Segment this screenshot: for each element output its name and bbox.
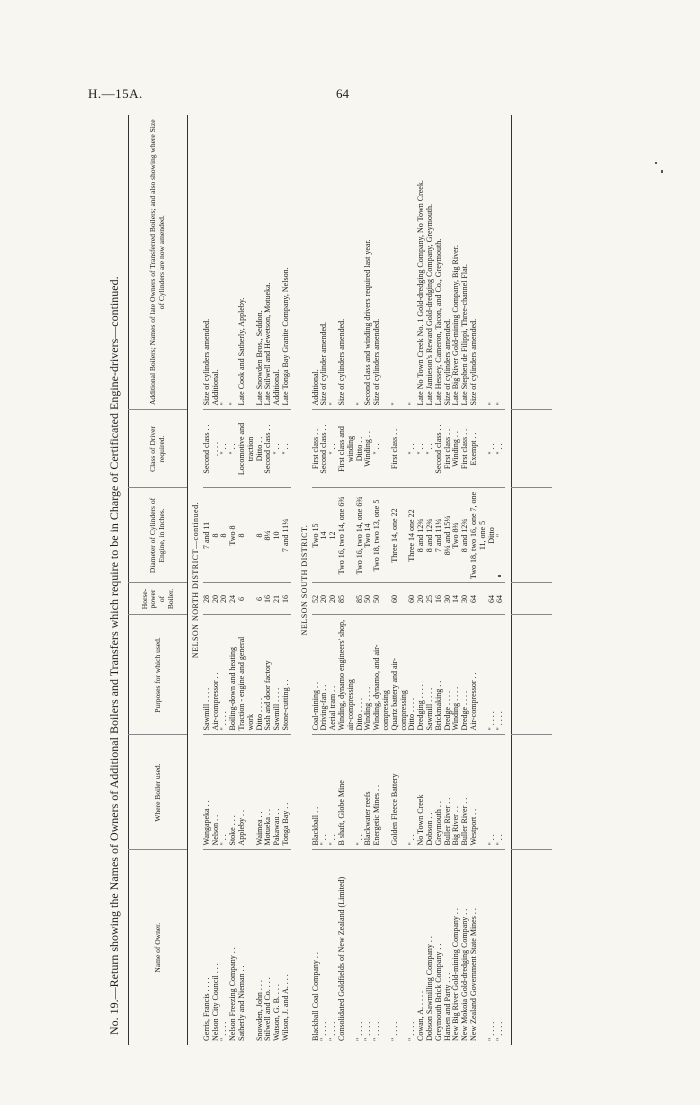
hp-cell: 20 bbox=[417, 583, 426, 615]
class-cell: First class . . bbox=[391, 410, 409, 488]
remarks-cell: Size of cylinders amended. bbox=[468, 318, 478, 406]
diameter-cell: 8 bbox=[238, 488, 256, 583]
diameter-cell: Two 14 bbox=[364, 488, 373, 583]
remarks-cell: " bbox=[228, 402, 238, 406]
purpose-cell: Driving-fan . . bbox=[320, 615, 329, 735]
hp-cell: 64 bbox=[470, 583, 488, 615]
class-cell: " . . bbox=[229, 410, 238, 488]
where-cell: Energetic Mines . . bbox=[373, 735, 391, 850]
table-row bbox=[220, 115, 229, 1045]
owner-cell: " . . . . bbox=[496, 850, 505, 1045]
remarks-cell: " bbox=[354, 402, 364, 406]
speck bbox=[661, 170, 663, 173]
owner-cell: Nelson Freezing Company . . bbox=[229, 850, 238, 1045]
table-row bbox=[256, 115, 265, 1045]
purpose-cell: Sawmill . . . . bbox=[426, 615, 435, 735]
remarks-cell: Late Big River Gold-mining Company, Big River. bbox=[451, 245, 461, 406]
remarks-cell: " bbox=[389, 402, 399, 406]
purpose-cell: Sash and door factory bbox=[264, 615, 273, 735]
col-remarks: Additional Boilers; Names of late Owners of Transferred Boilers; and also showing where Size of Cylinders are now amended. bbox=[129, 115, 188, 410]
purpose-cell: Dredge . . . . bbox=[444, 615, 453, 735]
owner-cell: Cowan, A. . . . . bbox=[417, 850, 426, 1045]
table-body bbox=[188, 115, 553, 1045]
purpose-cell: Sawmill . . . . bbox=[273, 615, 282, 735]
diameter-cell: 12 bbox=[329, 488, 338, 583]
diameter-cell: 8 bbox=[220, 488, 229, 583]
class-cell: Second class . . bbox=[435, 410, 444, 488]
end-cell bbox=[512, 583, 553, 615]
class-cell: " . . bbox=[488, 410, 497, 488]
hp-cell: 14 bbox=[452, 583, 461, 615]
hp-cell: 24 bbox=[229, 583, 238, 615]
owner-cell: New Big River Gold-mining Company . . bbox=[452, 850, 461, 1045]
where-cell: " . . bbox=[329, 735, 338, 850]
where-cell: Westport . . bbox=[470, 735, 488, 850]
diameter-cell: Ditto bbox=[488, 488, 497, 583]
purpose-cell: Winding, dynamo, and air-compressing bbox=[373, 615, 391, 735]
section-heading: NELSON NORTH DISTRICT—continued. bbox=[191, 501, 200, 659]
end-cell bbox=[512, 115, 553, 410]
where-cell: Appleby . . bbox=[238, 735, 256, 850]
class-cell: . . . . bbox=[212, 410, 221, 488]
col-diameter: Diameter of Cylinders of Engine, in Inches. bbox=[129, 488, 188, 583]
remarks-cell: Second class and winding drivers required last year. bbox=[363, 239, 373, 406]
diameter-cell: 8 bbox=[212, 488, 221, 583]
purpose-cell: " . . . . bbox=[496, 615, 505, 735]
hp-cell: 64 bbox=[496, 583, 505, 615]
table-row bbox=[212, 115, 221, 1045]
table-row bbox=[435, 115, 444, 1045]
remarks-cell: Size of cylinder amended. bbox=[319, 321, 329, 406]
table-row bbox=[488, 115, 497, 1045]
where-cell: Golden Fleece Battery bbox=[391, 735, 409, 850]
purpose-cell: Traction - engine and general work bbox=[238, 615, 256, 735]
diameter-cell: 7 and 11¼ bbox=[282, 488, 291, 583]
hp-cell: 85 bbox=[356, 583, 365, 615]
hp-cell: 16 bbox=[282, 583, 291, 615]
where-cell: Stoke . . . bbox=[229, 735, 238, 850]
table-row bbox=[338, 115, 356, 1045]
end-cell bbox=[512, 850, 553, 1045]
class-cell: " . . bbox=[220, 410, 229, 488]
class-cell: Exempt . . bbox=[470, 410, 488, 488]
remarks-cell: Late Stephen de Filippi, Three-channel Flat. bbox=[460, 264, 470, 406]
diameter-cell: 10 bbox=[273, 488, 282, 583]
where-cell: Pakawau . . bbox=[273, 735, 282, 850]
diameter-cell: Two 15 bbox=[312, 488, 321, 583]
section-heading-row bbox=[188, 115, 203, 1045]
diameter-cell: 7 and 11 bbox=[203, 488, 212, 583]
owner-cell: Stilwell and Co. . . . bbox=[264, 850, 273, 1045]
diameter-cell: " bbox=[496, 488, 505, 583]
owner-cell: New Zealand Government State Mines . . bbox=[470, 850, 488, 1045]
owner-cell: Hansen and Party . . . bbox=[444, 850, 453, 1045]
table-row bbox=[320, 115, 329, 1045]
owner-cell: Gerris, Francis . . . . bbox=[203, 850, 212, 1045]
where-cell: Greymouth . . bbox=[435, 735, 444, 850]
col-class: Class of Driver required. bbox=[129, 410, 188, 488]
purpose-cell: " . . . . bbox=[220, 615, 229, 735]
class-cell: Winding . . bbox=[452, 410, 461, 488]
diameter-cell: Three 14, one 22 bbox=[391, 488, 409, 583]
remarks-cell: Size of cylinders amended. bbox=[372, 318, 382, 406]
class-cell: " . . bbox=[273, 410, 282, 488]
hp-cell: 20 bbox=[220, 583, 229, 615]
class-cell: First class . . bbox=[312, 410, 321, 488]
remarks-cell: Additional. bbox=[310, 369, 320, 406]
hp-cell: 50 bbox=[364, 583, 373, 615]
hp-cell: 16 bbox=[264, 583, 273, 615]
where-cell: Dobson . . bbox=[426, 735, 435, 850]
table-row bbox=[373, 115, 391, 1045]
end-cell bbox=[512, 735, 553, 850]
owner-cell: Greymouth Brick Company . . bbox=[435, 850, 444, 1045]
remarks-cell: Late Tonga Bay Granite Company, Nelson. bbox=[280, 267, 290, 406]
remarks-cell: Additional. bbox=[210, 369, 220, 406]
remarks-cell: Late Jamieson's Reward Gold-dredging Company, Greymouth. bbox=[424, 203, 434, 406]
owner-cell: " . . . . bbox=[364, 850, 373, 1045]
diameter-cell: 7 and 11¼ bbox=[435, 488, 444, 583]
class-cell: Second class . . bbox=[203, 410, 212, 488]
owner-cell: Snowden, John . . . bbox=[256, 850, 265, 1045]
table-row bbox=[461, 115, 470, 1045]
table-row bbox=[470, 115, 488, 1045]
end-cell bbox=[512, 488, 553, 583]
table-row bbox=[391, 115, 409, 1045]
diameter-cell: Two 8 bbox=[229, 488, 238, 583]
owner-cell: " . . . . bbox=[373, 850, 391, 1045]
class-cell: " . . bbox=[426, 410, 435, 488]
purpose-cell: Winding . . . . bbox=[364, 615, 373, 735]
purpose-cell: " . . . . bbox=[488, 615, 497, 735]
diameter-cell: 14 bbox=[320, 488, 329, 583]
purpose-cell: Coal-mining . . bbox=[312, 615, 321, 735]
table-row bbox=[364, 115, 373, 1045]
where-cell: Waimea . . bbox=[256, 735, 265, 850]
hp-cell: 64 bbox=[488, 583, 497, 615]
end-cell bbox=[512, 410, 553, 488]
table-row bbox=[238, 115, 256, 1045]
speck bbox=[498, 575, 501, 577]
owner-cell: " . . . . bbox=[329, 850, 338, 1045]
owner-cell: Watson, G. B. . . . bbox=[273, 850, 282, 1045]
owner-cell: Consolidated Goldfields of New Zealand (Limited) bbox=[338, 850, 356, 1045]
rotated-return-table bbox=[100, 115, 640, 1045]
purpose-cell: Ditto . . . . bbox=[356, 615, 365, 735]
purpose-cell: Ditto . . . . bbox=[408, 615, 417, 735]
boilers-table bbox=[128, 115, 552, 1045]
where-cell: Blackwater reefs bbox=[364, 735, 373, 850]
owner-cell: Nelson City Council . . . bbox=[212, 850, 221, 1045]
where-cell: " . . bbox=[496, 735, 505, 850]
class-cell: First class and winding bbox=[338, 410, 356, 488]
purpose-cell: Winding, dynamo engineers' shop, air-compressing bbox=[338, 615, 356, 735]
col-hp: Horse-power of Boiler. bbox=[129, 583, 188, 615]
owner-cell: " . . . . bbox=[391, 850, 409, 1045]
hp-cell: 60 bbox=[391, 583, 409, 615]
table-header bbox=[129, 115, 188, 1045]
hp-cell: 52 bbox=[312, 583, 321, 615]
purpose-cell: Boiling-down and heating bbox=[229, 615, 238, 735]
purpose-cell: Ditto . . . . bbox=[256, 615, 265, 735]
col-purpose: Purposes for which used. bbox=[129, 615, 188, 735]
hp-cell: 20 bbox=[212, 583, 221, 615]
owner-cell: " . . . . bbox=[320, 850, 329, 1045]
page-id: H.—15A. bbox=[88, 86, 143, 101]
diameter-cell: 8 and 12¾ bbox=[417, 488, 426, 583]
remarks-cell: Additional. bbox=[272, 369, 282, 406]
diameter-cell: Two 16, two 14, one 6¾ bbox=[356, 488, 365, 583]
owner-cell: New Mokoia Gold-dredging Company . . bbox=[461, 850, 470, 1045]
where-cell: Big River . . bbox=[452, 735, 461, 850]
speck bbox=[655, 162, 657, 164]
remarks-cell: Size of cylinders amended. bbox=[336, 318, 346, 406]
remarks-cell: Late Hessey, Cameron, Tacon, and Co., Greymouth. bbox=[433, 238, 443, 406]
remarks-cell: " bbox=[328, 402, 338, 406]
diameter-cell: Two 8¾ bbox=[452, 488, 461, 583]
owner-cell: " . . . . bbox=[408, 850, 417, 1045]
where-cell: " . . bbox=[320, 735, 329, 850]
hp-cell: 21 bbox=[273, 583, 282, 615]
hp-cell: 25 bbox=[426, 583, 435, 615]
remarks-cell: Late Cook and Satherly, Appleby. bbox=[236, 297, 246, 406]
where-cell: Buller River . . bbox=[461, 735, 470, 850]
owner-cell: Satherly and Nieman . . bbox=[238, 850, 256, 1045]
class-cell: First class . . bbox=[461, 410, 470, 488]
remarks-cell: Late No Town Creek No. 1 Gold-dredging Company, No Town Creek. bbox=[416, 180, 426, 406]
class-cell: Second class . . bbox=[320, 410, 329, 488]
class-cell: " . . bbox=[282, 410, 291, 488]
where-cell: " . . bbox=[408, 735, 417, 850]
diameter-cell: 8¼ and 15¼ bbox=[444, 488, 453, 583]
class-cell: Second class . . bbox=[264, 410, 273, 488]
end-cell bbox=[512, 615, 553, 735]
table-row bbox=[496, 115, 505, 1045]
diameter-cell: 8 and 12¾ bbox=[461, 488, 470, 583]
diameter-cell: 8 and 12¾ bbox=[426, 488, 435, 583]
col-owner: Name of Owner. bbox=[129, 850, 188, 1045]
table-row bbox=[452, 115, 461, 1045]
diameter-cell: 8 bbox=[256, 488, 265, 583]
owner-cell: Dobson Sawmilling Company . . bbox=[426, 850, 435, 1045]
table-row bbox=[312, 115, 321, 1045]
where-cell: B shaft, Globe Mine bbox=[338, 735, 356, 850]
hp-cell: 30 bbox=[461, 583, 470, 615]
class-cell: " . . bbox=[373, 410, 391, 488]
class-cell: Locomotive and traction bbox=[238, 410, 256, 488]
hp-cell: 6 bbox=[256, 583, 265, 615]
table-row bbox=[203, 115, 212, 1045]
hp-cell: 6 bbox=[238, 583, 256, 615]
purpose-cell: Quartz battery and air-compressing bbox=[391, 615, 409, 735]
class-cell: Winding . . bbox=[364, 410, 373, 488]
class-cell: " . . bbox=[329, 410, 338, 488]
class-cell: " . . bbox=[417, 410, 426, 488]
remarks-cell: " bbox=[407, 402, 417, 406]
where-cell: " . . bbox=[488, 735, 497, 850]
class-cell: Ditto . . bbox=[356, 410, 365, 488]
where-cell: " . . bbox=[356, 735, 365, 850]
remarks-cell: Late Stilwell and Hewetson, Motueka. bbox=[263, 282, 273, 406]
remarks-cell: Size of cylinders amended. bbox=[201, 318, 211, 406]
where-cell: No Town Creek bbox=[417, 735, 426, 850]
purpose-cell: Air-compressor . . bbox=[212, 615, 221, 735]
remarks-cell: Size of cylinders amended. bbox=[442, 318, 452, 406]
owner-cell: Wilson, J. and A. . . . bbox=[282, 850, 291, 1045]
section-heading-row bbox=[297, 115, 312, 1045]
owner-cell: Blackball Coal Company . . bbox=[312, 850, 321, 1045]
purpose-cell: Stone-cutting . . bbox=[282, 615, 291, 735]
class-cell: " . . bbox=[496, 410, 505, 488]
diameter-cell: Two 18, two 13, one 5 bbox=[373, 488, 391, 583]
hp-cell: 20 bbox=[320, 583, 329, 615]
col-where: Where Boiler used. bbox=[129, 735, 188, 850]
where-cell: Blackball . . bbox=[312, 735, 321, 850]
where-cell: Tonga Bay . . bbox=[282, 735, 291, 850]
hp-cell: 28 bbox=[203, 583, 212, 615]
diameter-cell: 8¼ bbox=[264, 488, 273, 583]
hp-cell: 60 bbox=[408, 583, 417, 615]
purpose-cell: Winding . . . . bbox=[452, 615, 461, 735]
table-row bbox=[282, 115, 291, 1045]
remarks-cell: " bbox=[495, 402, 505, 406]
diameter-cell: Two 16, two 14, one 6¾ bbox=[338, 488, 356, 583]
where-cell: Buller River . . bbox=[444, 735, 453, 850]
class-cell: First class . . bbox=[444, 410, 453, 488]
where-cell: Motueka . . bbox=[264, 735, 273, 850]
owner-cell: " . . . . bbox=[220, 850, 229, 1045]
purpose-cell: Brickmaking . . bbox=[435, 615, 444, 735]
remarks-cell: Late Snowden Bros., Seddon. bbox=[254, 310, 264, 406]
purpose-cell: Dredge . . . . bbox=[461, 615, 470, 735]
diameter-cell: Two 18, two 16, one 7, one 11, one 5 bbox=[470, 488, 488, 583]
table-row bbox=[229, 115, 238, 1045]
table-row bbox=[273, 115, 282, 1045]
owner-cell: " . . . . bbox=[488, 850, 497, 1045]
diameter-cell: Three 14 one 22 bbox=[408, 488, 417, 583]
purpose-cell: Aerial tram . . bbox=[329, 615, 338, 735]
purpose-cell: Air-compressor . . bbox=[470, 615, 488, 735]
hp-cell: 16 bbox=[435, 583, 444, 615]
table-end-row bbox=[512, 115, 553, 1045]
purpose-cell: Dredging . . . . bbox=[417, 615, 426, 735]
hp-cell: 20 bbox=[329, 583, 338, 615]
remarks-cell: " bbox=[486, 402, 496, 406]
hp-cell: 50 bbox=[373, 583, 391, 615]
where-cell: Wangapeka . . bbox=[203, 735, 212, 850]
class-cell: " . . bbox=[408, 410, 417, 488]
class-cell: Ditto . . bbox=[256, 410, 265, 488]
table-row bbox=[264, 115, 273, 1045]
purpose-cell: Sawmill . . . . bbox=[203, 615, 212, 735]
hp-cell: 85 bbox=[338, 583, 356, 615]
return-title: No. 19.—Return showing the Names of Owners of Additional Boilers and Transfers which require to be in Charge of Certificated Engine-drivers—continued. bbox=[107, 276, 121, 1035]
section-heading: NELSON SOUTH DISTRICT. bbox=[299, 524, 309, 636]
owner-cell: " . . . . bbox=[356, 850, 365, 1045]
where-cell: Nelson . . bbox=[212, 735, 221, 850]
where-cell: " . . bbox=[220, 735, 229, 850]
remarks-cell: " bbox=[219, 402, 229, 406]
page-number: 64 bbox=[336, 86, 349, 101]
hp-cell: 30 bbox=[444, 583, 453, 615]
